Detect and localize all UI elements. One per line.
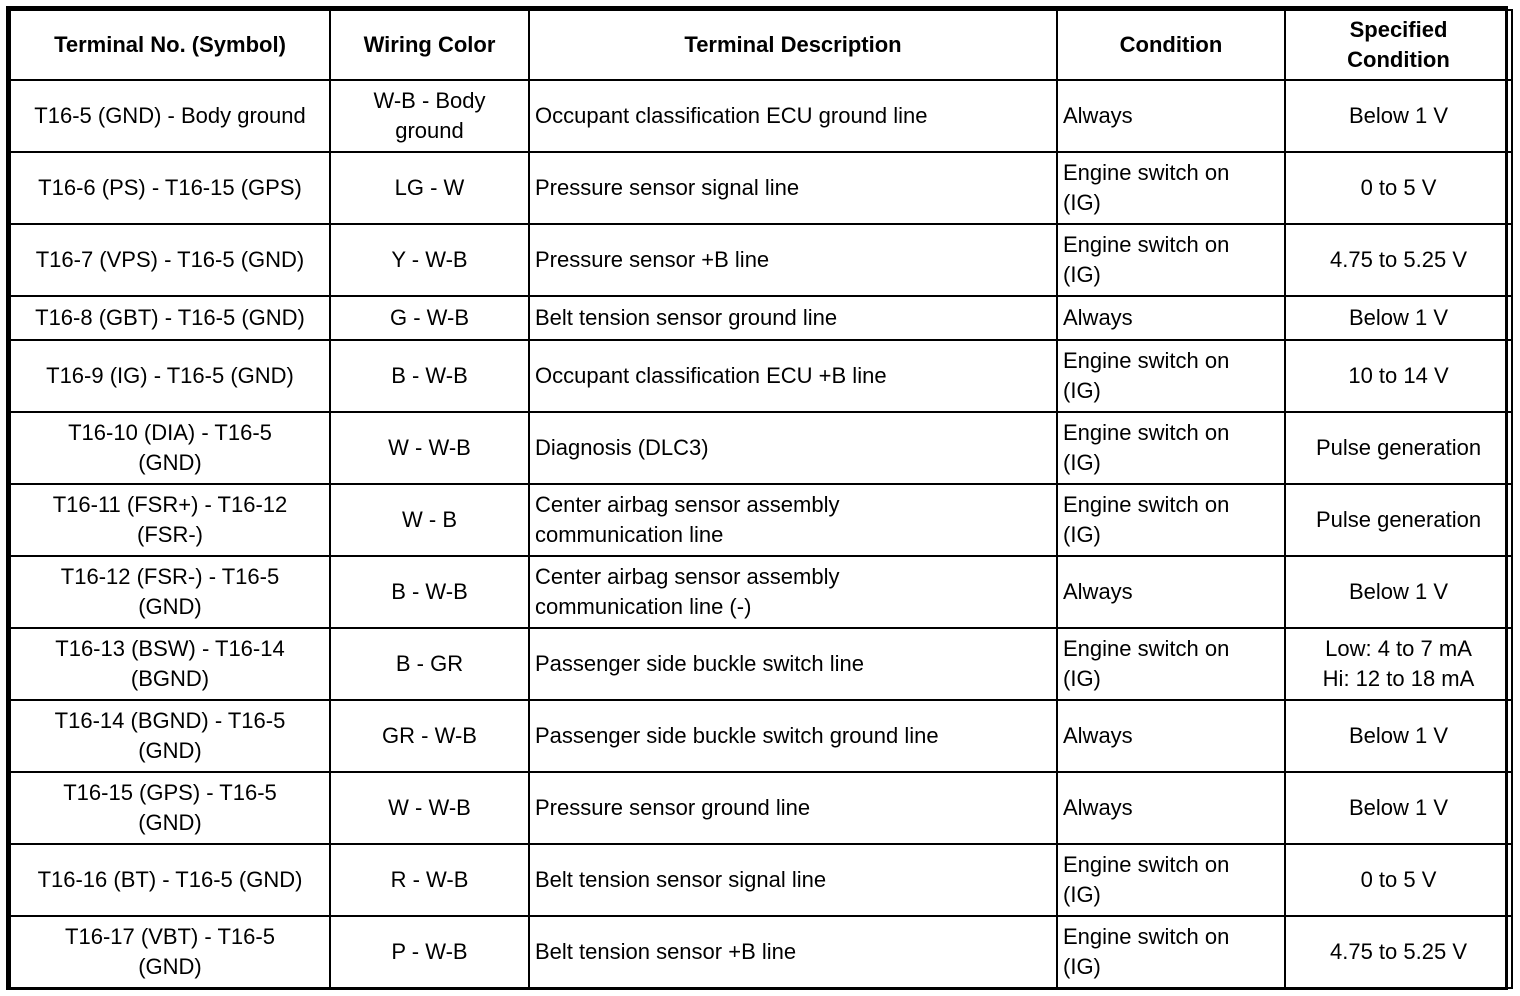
description-cell: Center airbag sensor assembly communication line [529,484,1057,556]
specified-condition-cell: Pulse generation [1285,484,1512,556]
wiring-color-cell: W - W-B [330,772,529,844]
specified-condition-cell: Below 1 V [1285,772,1512,844]
header-specified-condition: Specified Condition [1285,10,1512,80]
wiring-color-cell: W - B [330,484,529,556]
description-cell: Pressure sensor +B line [529,224,1057,296]
table-row [10,844,1512,916]
table-row [10,340,1512,412]
table-row [10,296,1512,340]
description-cell: Passenger side buckle switch ground line [529,700,1057,772]
terminal-cell: T16-10 (DIA) - T16-5 (GND) [10,412,330,484]
terminal-cell: T16-16 (BT) - T16-5 (GND) [10,844,330,916]
description-cell: Passenger side buckle switch line [529,628,1057,700]
terminal-cell: T16-11 (FSR+) - T16-12 (FSR-) [10,484,330,556]
terminal-cell: T16-12 (FSR-) - T16-5 (GND) [10,556,330,628]
table-row [10,916,1512,988]
terminal-cell: T16-13 (BSW) - T16-14 (BGND) [10,628,330,700]
table-row [10,772,1512,844]
condition-cell: Engine switch on (IG) [1057,484,1285,556]
terminal-specification-table [9,9,1513,989]
condition-cell: Engine switch on (IG) [1057,224,1285,296]
terminal-cell: T16-6 (PS) - T16-15 (GPS) [10,152,330,224]
specified-condition-cell: 0 to 5 V [1285,152,1512,224]
table-row [10,224,1512,296]
condition-cell: Always [1057,700,1285,772]
table-row [10,628,1512,700]
specified-condition-cell: 4.75 to 5.25 V [1285,224,1512,296]
terminal-cell: T16-5 (GND) - Body ground [10,80,330,152]
terminal-cell: T16-17 (VBT) - T16-5 (GND) [10,916,330,988]
description-cell: Pressure sensor signal line [529,152,1057,224]
description-cell: Pressure sensor ground line [529,772,1057,844]
wiring-color-cell: W - W-B [330,412,529,484]
header-wiring-color: Wiring Color [330,10,529,80]
specified-condition-cell: 4.75 to 5.25 V [1285,916,1512,988]
condition-cell: Engine switch on (IG) [1057,916,1285,988]
condition-cell: Engine switch on (IG) [1057,152,1285,224]
terminal-cell: T16-9 (IG) - T16-5 (GND) [10,340,330,412]
description-cell: Center airbag sensor assembly communication line (-) [529,556,1057,628]
condition-cell: Always [1057,296,1285,340]
terminal-cell: T16-7 (VPS) - T16-5 (GND) [10,224,330,296]
wiring-color-cell: B - GR [330,628,529,700]
specified-condition-cell: Low: 4 to 7 mA Hi: 12 to 18 mA [1285,628,1512,700]
header-condition: Condition [1057,10,1285,80]
description-cell: Diagnosis (DLC3) [529,412,1057,484]
wiring-color-cell: GR - W-B [330,700,529,772]
specified-condition-cell: 10 to 14 V [1285,340,1512,412]
wiring-color-cell: R - W-B [330,844,529,916]
table-row [10,80,1512,152]
header-terminal-description: Terminal Description [529,10,1057,80]
description-cell: Belt tension sensor signal line [529,844,1057,916]
terminal-cell: T16-14 (BGND) - T16-5 (GND) [10,700,330,772]
condition-cell: Always [1057,556,1285,628]
wiring-color-cell: B - W-B [330,340,529,412]
wiring-color-cell: LG - W [330,152,529,224]
table-row [10,484,1512,556]
table-row [10,556,1512,628]
description-cell: Occupant classification ECU ground line [529,80,1057,152]
wiring-color-cell: B - W-B [330,556,529,628]
condition-cell: Engine switch on (IG) [1057,340,1285,412]
condition-cell: Always [1057,772,1285,844]
specified-condition-cell: Below 1 V [1285,556,1512,628]
table-row [10,152,1512,224]
condition-cell: Always [1057,80,1285,152]
table-header-row [10,10,1512,80]
wiring-color-cell: G - W-B [330,296,529,340]
condition-cell: Engine switch on (IG) [1057,628,1285,700]
header-terminal-no: Terminal No. (Symbol) [10,10,330,80]
terminal-cell: T16-15 (GPS) - T16-5 (GND) [10,772,330,844]
specified-condition-cell: Pulse generation [1285,412,1512,484]
wiring-color-cell: W-B - Body ground [330,80,529,152]
description-cell: Belt tension sensor +B line [529,916,1057,988]
wiring-color-cell: P - W-B [330,916,529,988]
table-row [10,412,1512,484]
wiring-color-cell: Y - W-B [330,224,529,296]
condition-cell: Engine switch on (IG) [1057,412,1285,484]
table-row [10,700,1512,772]
specified-condition-cell: Below 1 V [1285,80,1512,152]
description-cell: Belt tension sensor ground line [529,296,1057,340]
specified-condition-cell: Below 1 V [1285,700,1512,772]
terminal-cell: T16-8 (GBT) - T16-5 (GND) [10,296,330,340]
specified-condition-cell: 0 to 5 V [1285,844,1512,916]
description-cell: Occupant classification ECU +B line [529,340,1057,412]
condition-cell: Engine switch on (IG) [1057,844,1285,916]
specified-condition-cell: Below 1 V [1285,296,1512,340]
terminal-table-container [6,6,1508,990]
